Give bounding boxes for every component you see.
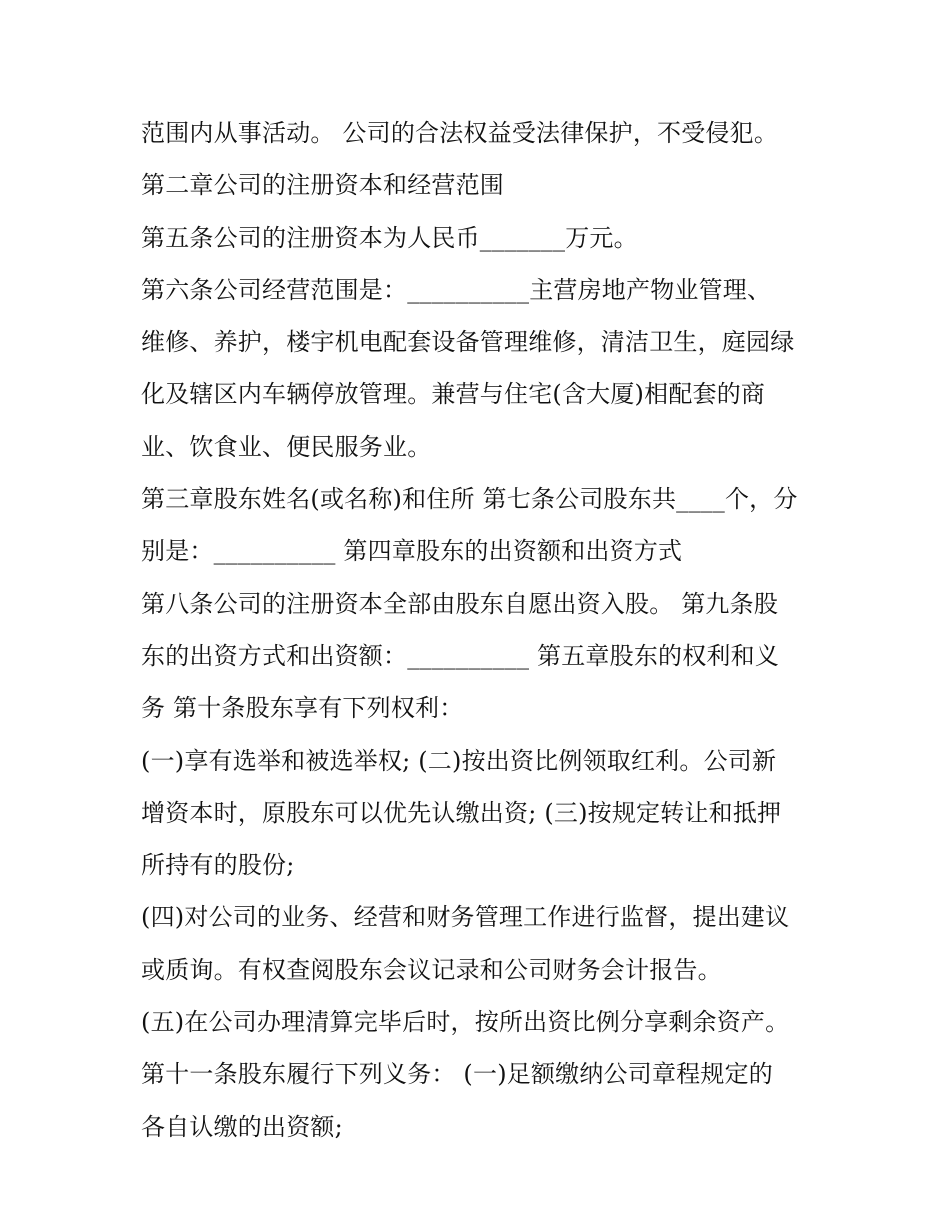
- text-line: (四)对公司的业务、经营和财务管理工作进行监督，提出建议: [141, 903, 790, 932]
- text-line: (五)在公司办理清算完毕后时，按所出资比例分享剩余资产。: [141, 1008, 790, 1037]
- text-line: 别是：__________ 第四章股东的出资额和出资方式: [141, 537, 683, 566]
- text-line: 所持有的股份;: [141, 851, 295, 880]
- text-line: 务 第十条股东享有下列权利：: [141, 694, 464, 723]
- text-line: 第八条公司的注册资本全部由股东自愿出资入股。 第九条股: [141, 589, 779, 618]
- text-line: 增资本时，原股东可以优先认缴出资; (三)按规定转让和抵押: [141, 798, 782, 827]
- text-line: 第三章股东姓名(或名称)和住所 第七条公司股东共____个，分: [141, 485, 798, 514]
- chapter-heading: 第二章公司的注册资本和经营范围: [141, 171, 504, 200]
- document-body: [141, 107, 831, 1153]
- text-line: 范围内从事活动。 公司的合法权益受法律保护，不受侵犯。: [141, 119, 779, 147]
- text-line: 各自认缴的出资额;: [141, 1112, 343, 1141]
- text-line: 或质询。有权查阅股东会议记录和公司财务会计报告。: [141, 955, 722, 984]
- text-line: 业、饮食业、便民服务业。: [141, 432, 432, 461]
- text-line: 第五条公司的注册资本为人民币_______万元。: [141, 223, 638, 252]
- text-line: 东的出资方式和出资额：__________ 第五章股东的权利和义: [141, 641, 780, 670]
- text-line: (一)享有选举和被选举权; (二)按出资比例领取红利。公司新: [141, 746, 777, 775]
- text-line: 第十一条股东履行下列义务： (一)足额缴纳公司章程规定的: [141, 1060, 773, 1089]
- text-line: 化及辖区内车辆停放管理。兼营与住宅(含大厦)相配套的商: [141, 380, 766, 409]
- text-line: 第六条公司经营范围是：__________主营房地产物业管理、: [141, 275, 772, 304]
- text-line: 维修、养护，楼宇机电配套设备管理维修，清洁卫生，庭园绿: [141, 328, 795, 357]
